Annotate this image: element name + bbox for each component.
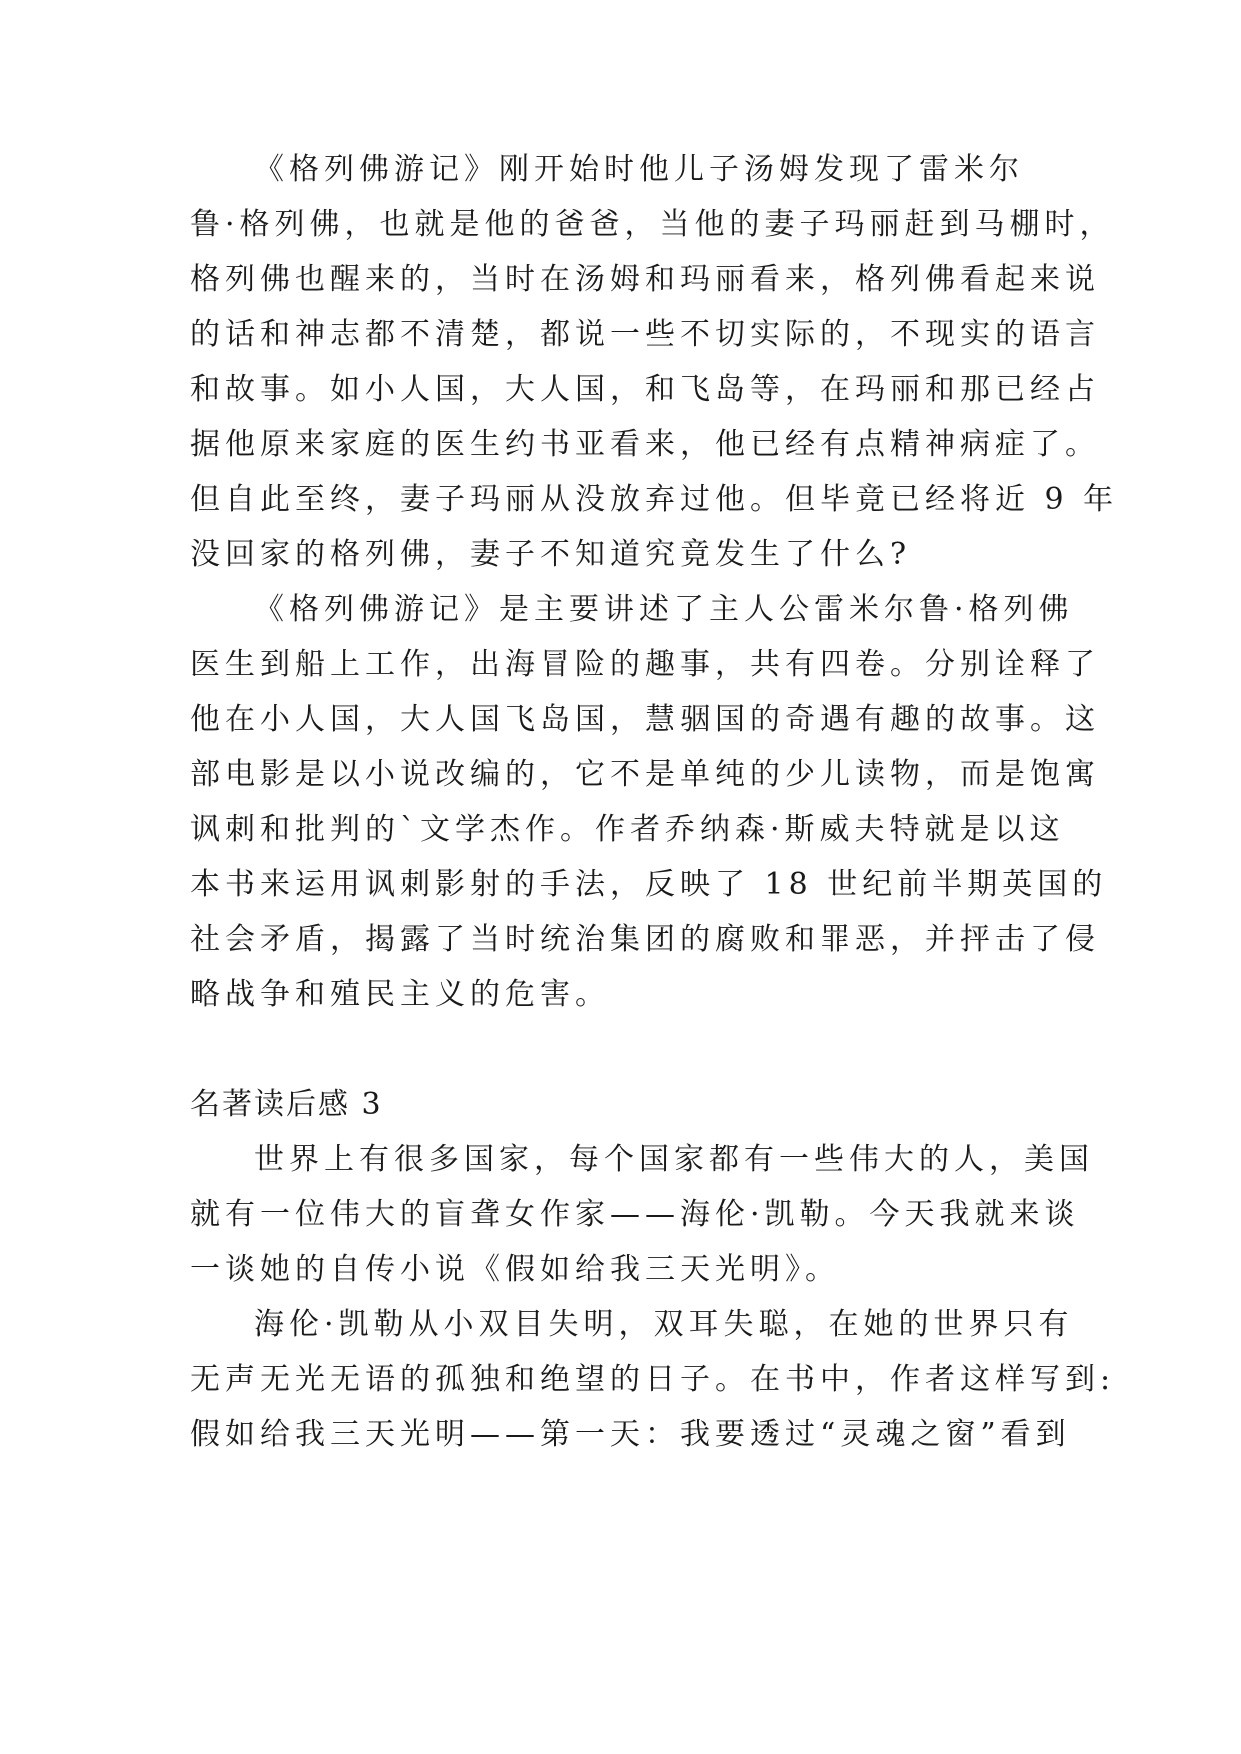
text-line: 世界上有很多国家，每个国家都有一些伟大的人，美国 [254,1142,1094,1177]
text-line: 社会矛盾，揭露了当时统治集团的腐败和罪恶，并抨击了侵 [190,922,1100,957]
text-line: 无声无光无语的孤独和绝望的日子。在书中，作者这样写到: [190,1362,1116,1397]
text-line: 医生到船上工作，出海冒险的趣事，共有四卷。分别诠释了 [190,647,1100,682]
text-line: 据他原来家庭的医生约书亚看来，他已经有点精神病症了。 [190,427,1100,462]
text-line: 但自此至终，妻子玛丽从没放弃过他。但毕竟已经将近 9 年 [190,482,1119,517]
text-line: 他在小人国，大人国飞岛国，慧骃国的奇遇有趣的故事。这 [190,702,1100,737]
text-line: 没回家的格列佛，妻子不知道究竟发生了什么? [190,537,912,572]
text-line: 海伦·凯勒从小双目失明，双耳失聪，在她的世界只有 [254,1307,1074,1342]
text-line: 讽刺和批判的`文学杰作。作者乔纳森·斯威夫特就是以这 [190,812,1065,847]
text-line: 《格列佛游记》刚开始时他儿子汤姆发现了雷米尔 [254,152,1024,187]
text-line: 一谈她的自传小说《假如给我三天光明》。 [190,1252,840,1287]
text-line: 部电影是以小说改编的，它不是单纯的少儿读物，而是饱寓 [190,757,1100,792]
text-line: 的话和神志都不清楚，都说一些不切实际的，不现实的语言 [190,317,1100,352]
text-line: 格列佛也醒来的，当时在汤姆和玛丽看来，格列佛看起来说 [190,262,1100,297]
text-line: 本书来运用讽刺影射的手法，反映了 18 世纪前半期英国的 [190,867,1108,902]
text-line: 鲁·格列佛，也就是他的爸爸，当他的妻子玛丽赶到马棚时， [190,207,1115,242]
text-line: 《格列佛游记》是主要讲述了主人公雷米尔鲁·格列佛 [254,592,1074,627]
text-line: 假如给我三天光明——第一天：我要透过“灵魂之窗”看到 [190,1417,1071,1452]
text-line: 略战争和殖民主义的危害。 [190,977,610,1012]
text-line: 就有一位伟大的盲聋女作家——海伦·凯勒。今天我就来谈 [190,1197,1080,1232]
text-line: 和故事。如小人国，大人国，和飞岛等，在玛丽和那已经占 [190,372,1100,407]
section-heading: 名著读后感 3 [190,1087,383,1122]
